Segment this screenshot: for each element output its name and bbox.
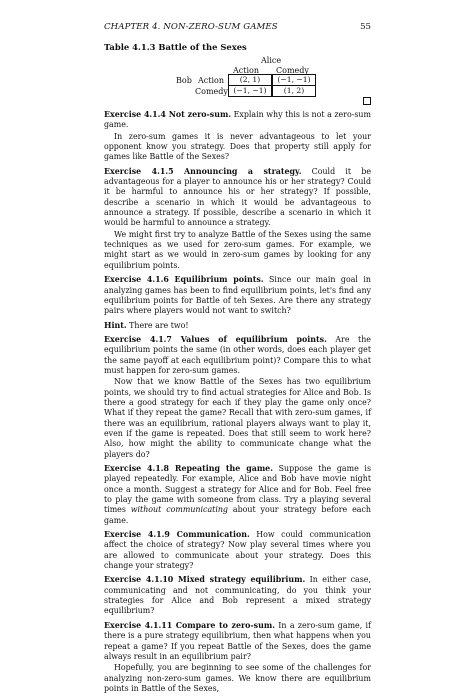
exercise-text: How could communication affect the choice of strategy? Now play several times where you are allowed to communicate about your strategy. Does this change your strategy? [104,530,371,571]
payoff-cell: (2, 1) [228,74,272,86]
chapter-title: CHAPTER 4. NON-ZERO-SUM GAMES [104,22,278,32]
exercise-title: Exercise 4.1.10 Mixed strategy equilibrium. [104,575,306,585]
exercise-text: Are the equilibrium points the same (in other words, does each player get the same payoff at each equilibrium point)? Compare this to what must happen for zero-sum games. [104,334,371,375]
running-head [104,22,371,32]
exercise-title: Exercise 4.1.11 Compare to zero-sum. [104,620,275,630]
exercise-title: Exercise 4.1.5 Announcing a strategy. [104,166,302,176]
exercise-text: about your strategy before each game. [104,505,371,525]
row-strategy-comedy: Comedy [195,87,228,96]
column-strategy-comedy: Comedy [276,66,309,75]
exercise-4-1-11 [104,621,371,662]
payoff-cell: (−1, −1) [272,74,316,86]
payoff-cell: (1, 2) [272,85,316,97]
body-text [104,110,371,698]
emphasis: without communicating [130,505,228,515]
page-number: 55 [360,22,371,32]
hint [104,321,371,331]
column-player-label: Alice [261,56,282,65]
exercise-4-1-4 [104,110,371,131]
exercise-text: In a zero-sum game, if there is a pure strategy equilibrium, then what happens when you repeat a game? If you repeat Battle of the Sexes, does the game always result in an equilibrium pair? [104,620,371,661]
exercise-title: Exercise 4.1.7 Values of equilibrium points. [104,334,327,344]
exercise-title: Exercise 4.1.4 Not zero-sum. [104,110,232,119]
column-strategy-action: Action [233,66,259,75]
row-strategy-action: Action [198,76,224,85]
payoff-cell: (−1, −1) [228,85,272,97]
hint-text: There are two! [126,320,189,330]
exercise-text: Since our main goal in analyzing games has been to find equilibrium points, let's find any equilibrium points for Battle of teh Sexes. Are there any strategy pairs where players would not want to switch? [104,275,371,316]
table-caption: Table 4.1.3 Battle of the Sexes [104,42,247,52]
paragraph: Hopefully, you are beginning to see some of the challenges for analyzing non-zero-sum games. We know there are equilibrium points in Battle of the Sexes, [104,663,371,693]
exercise-title: Exercise 4.1.8 Repeating the game. [104,464,273,473]
paragraph: In zero-sum games it is never advantageous to let your opponent know you strategy. Does that property still apply for games like Battle of the Sexes? [104,131,371,162]
exercise-4-1-6 [104,275,371,316]
exercise-4-1-7 [104,335,371,376]
exercise-text: Suppose the game is played repeatedly. For example, Alice and Bob have movie night once a month. Suggest a strategy for Alice and for Bob. Feel free to play the game with someone from class. Try a playing several times [104,464,372,515]
exercise-title: Exercise 4.1.9 Communication. [104,530,250,540]
exercise-4-1-5 [104,167,371,229]
exercise-4-1-9 [104,530,371,571]
exercise-text: In either case, communicating and not communicating, do you think your strategies for Alice and Bob represent a mixed strategy equilibrium? [104,575,371,616]
exercise-4-1-8 [104,464,371,526]
end-of-table-marker [363,97,371,105]
paragraph: We might first try to analyze Battle of the Sexes using the same techniques as we used for zero-sum games. For example, we might start as we would in zero-sum games by looking for any equilibrium points. [104,229,371,270]
exercise-title: Exercise 4.1.6 Equilibrium points. [104,275,264,285]
hint-label: Hint. [104,320,127,330]
paragraph: Now that we know Battle of the Sexes has two equilibrium points, we should try to find actual strategies for Alice and Bob. Is there a good strategy for each if they play the game only once? What if they repeat the game? Recall that with zero-sum games, if there was an equilibrium, rational players always want to play it, even if the game is repeated. Does that still seem to work here? Also, how might the ability to communicate change what the players do? [104,377,371,459]
row-player-label: Bob [176,76,192,85]
exercise-text: Explain why this is not a zero-sum game. [104,110,371,130]
exercise-text: Could it be advantageous for a player to announce his or her strategy? Could it be harmful to announce his or her strategy? If possible, describe a scenario in which it would be advantageous to announce a strategy. If possible, describe a scenario in which it would be harmful to announce a strategy. [104,166,371,228]
